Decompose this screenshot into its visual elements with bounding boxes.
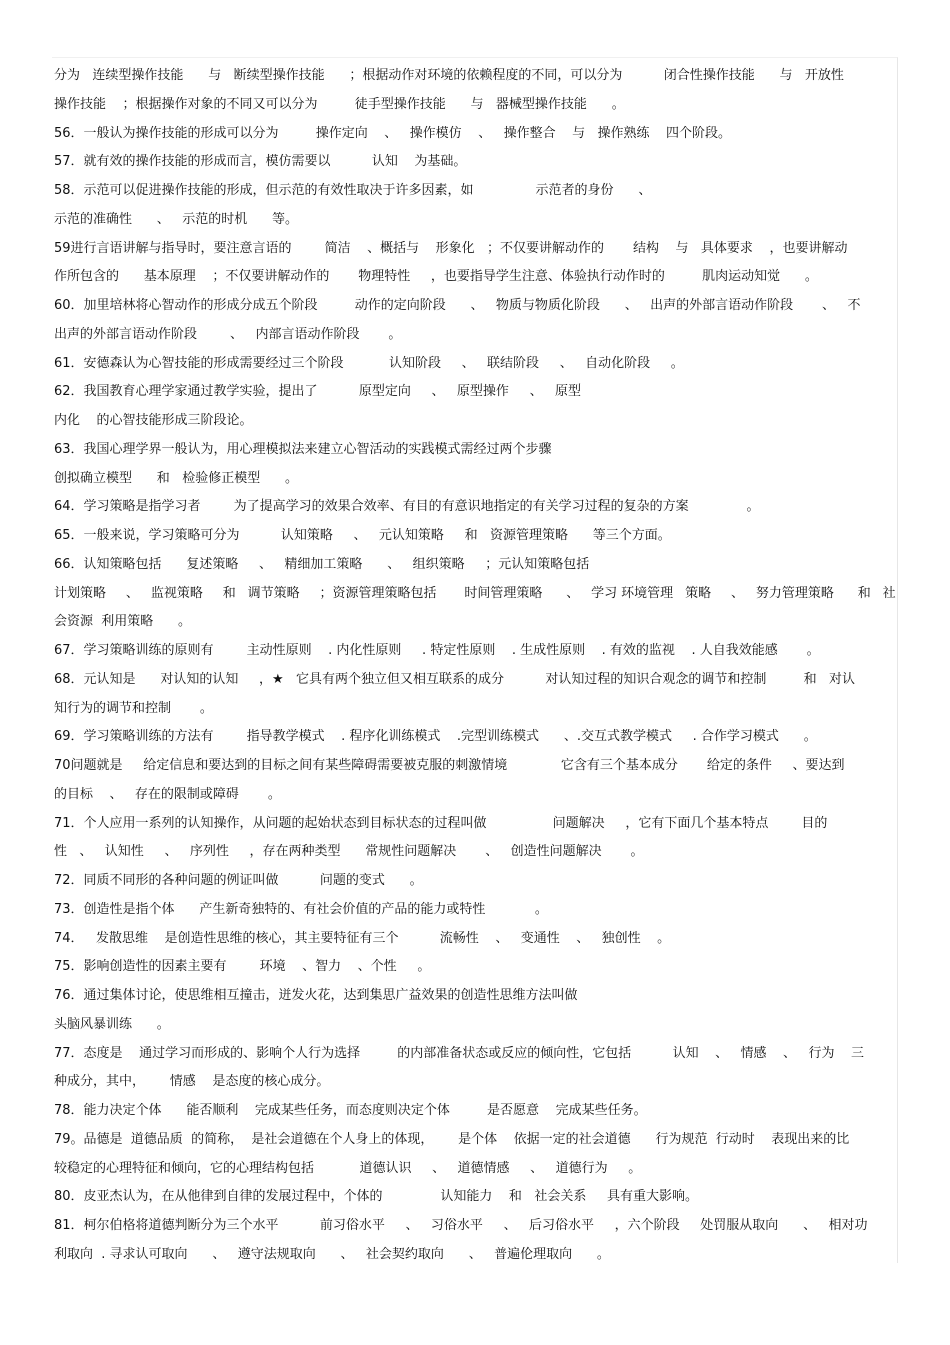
text-line: 70问题就是 给定信息和要达到的目标之间有某些障碍需要被克服的刺激情境 它含有三个基本成分 给定的条件 、要达到 [54,758,845,773]
text-line: 56．一般认为操作技能的形成可以分为 操作定向 、 操作模仿 、 操作整合 与 操作熟练 四个阶段。 [54,125,732,141]
text-line: 61．安德森认为心智技能的形成需要经过三个阶段 认知阶段 、 联结阶段 、 自动化阶段 。 [54,355,684,371]
text-line: 头脑风暴训练 。 [54,1016,170,1032]
text-line: 性 、 认知性 、 序列性 ，存在两种类型 常规性问题解决 、 创造性问题解决 。 [54,844,644,860]
text-line: 63．我国心理学界一般认为，用心理模拟法来建立心智活动的实践模式需经过两个步骤 [54,441,552,457]
text-line: 66．认知策略包括 复述策略 、 精细加工策略 、 组织策略 ；元认知策略包括 [54,556,590,572]
text-line: 74． 发散思维 是创造性思维的核心，其主要特征有三个 流畅性 、 变通性 、 独创性 。 [54,930,671,946]
text-line: 71．个人应用一系列的认知操作，从问题的起始状态到目标状态的过程叫做 问题解决 ，它有下面几个基本特点 目的 [54,815,828,831]
text-line: 的目标 、 存在的限制或障碍 。 [54,786,281,802]
text-line: 75．影响创造性的因素主要有 环境 、智力 、个性 。 [54,959,431,975]
text-line: 作所包含的 基本原理 ；不仅要讲解动作的 物理特性 ，也要指导学生注意、体验执行动作时的 肌肉运动知觉 。 [54,269,818,285]
text-line: 出声的外部言语动作阶段 、 内部言语动作阶段 。 [54,326,402,342]
text-line: 67．学习策略训练的原则有 主动性原则 . 内化性原则 . 特定性原则 . 生成性原则 . 有效的监视 . 人自我效能感 。 [54,643,820,658]
text-line: 示范的准确性 、 示范的时机 等。 [54,211,298,227]
text-line: 77．态度是 通过学习而形成的、影响个人行为选择 的内部准备状态或反应的倾向性，它包括 认知 、 情感 、 行为 三 [54,1045,864,1061]
text-line: 种成分，其中， 情感 是态度的核心成分。 [54,1074,330,1090]
text-line: 68．元认知是 对认知的认知 ，★ 它具有两个独立但又相互联系的成分 对认知过程的知识合观念的调节和控制 和 对认 [54,671,855,687]
text-line: 较稳定的心理特征和倾向，它的心理结构包括 道德认识 、 道德情感 、 道德行为 。 [54,1160,642,1176]
text-line: 会资源 利用策略 。 [54,614,192,630]
text-line: 58．示范可以促进操作技能的形成，但示范的有效性取决于许多因素，如 示范者的身份 、 [54,183,652,198]
text-line: 79。品德是 道德品质 的简称， 是社会道德在个人身上的体现， 是个体 依据一定的社会道德 行为规范 行动时 表现出来的比 [54,1131,850,1147]
text-line: 内化 的心智技能形成三阶段论。 [54,413,253,428]
text-line: 62．我国教育心理学家通过教学实验，提出了 原型定向 、 原型操作 、 原型 [54,384,581,400]
text-line: 利取向 . 寻求认可取向 、 遵守法规取向 、 社会契约取向 、 普遍伦理取向 。 [54,1246,610,1262]
text-line: 57．就有效的操作技能的形成而言，模仿需要以 认知 为基础。 [54,154,467,170]
text-line: 76．通过集体讨论，使思维相互撞击，迸发火花，达到集思广益效果的创造性思维方法叫做 [54,988,578,1003]
text-line: 80．皮亚杰认为，在从他律到自律的发展过程中，个体的 认知能力 和 社会关系 具有重大影响。 [54,1189,698,1205]
text-line: 65．一般来说，学习策略可分为 认知策略 、 元认知策略 和 资源管理策略 等三个方面。 [54,528,671,543]
text-line: 操作技能 ；根据操作对象的不同又可以分为 徒手型操作技能 与 器械型操作技能 。 [54,96,625,112]
text-line: 60．加里培林将心智动作的形成分成五个阶段 动作的定向阶段 、 物质与物质化阶段 、 出声的外部言语动作阶段 、 不 [54,298,861,313]
text-line: 创拟确立模型 和 检验修正模型 。 [54,470,298,486]
text-line: 72．同质不同形的各种问题的例证叫做 问题的变式 。 [54,873,423,888]
text-line: 73．创造性是指个体 产生新奇独特的、有社会价值的产品的能力或特性 。 [54,901,548,917]
text-line: 78．能力决定个体 能否顺利 完成某些任务，而态度则决定个体 是否愿意 完成某些任务。 [54,1103,647,1118]
text-line: 59进行言语讲解与指导时，要注意言语的 简洁 、概括与 形象化 ；不仅要讲解动作的 结构 与 具体要求 ，也要讲解动 [54,240,848,256]
text-line: 64．学习策略是指学习者 为了提高学习的效果合效率、有目的有意识地指定的有关学习过程的复杂的方案 。 [54,499,760,515]
text-line: 81．柯尔伯格将道德判断分为三个水平 前习俗水平 、 习俗水平 、 后习俗水平 ，六个阶段 处罚服从取向 、 相对功 [54,1218,868,1233]
document-body [54,62,896,1270]
text-line: 69．学习策略训练的方法有 指导教学模式 . 程序化训练模式 .完型训练模式 、.交互式教学模式 . 合作学习模式 。 [54,729,817,745]
text-line: 计划策略 、 监视策略 和 调节策略 ；资源管理策略包括 时间管理策略 、 学习 环境管理 策略 、 努力管理策略 和 社 [54,585,896,601]
text-line: 分为 连续型操作技能 与 断续型操作技能 ；根据动作对环境的依赖程度的不同，可以分为 闭合性操作技能 与 开放性 [54,68,844,83]
text-line: 知行为的调节和控制 。 [54,700,213,716]
